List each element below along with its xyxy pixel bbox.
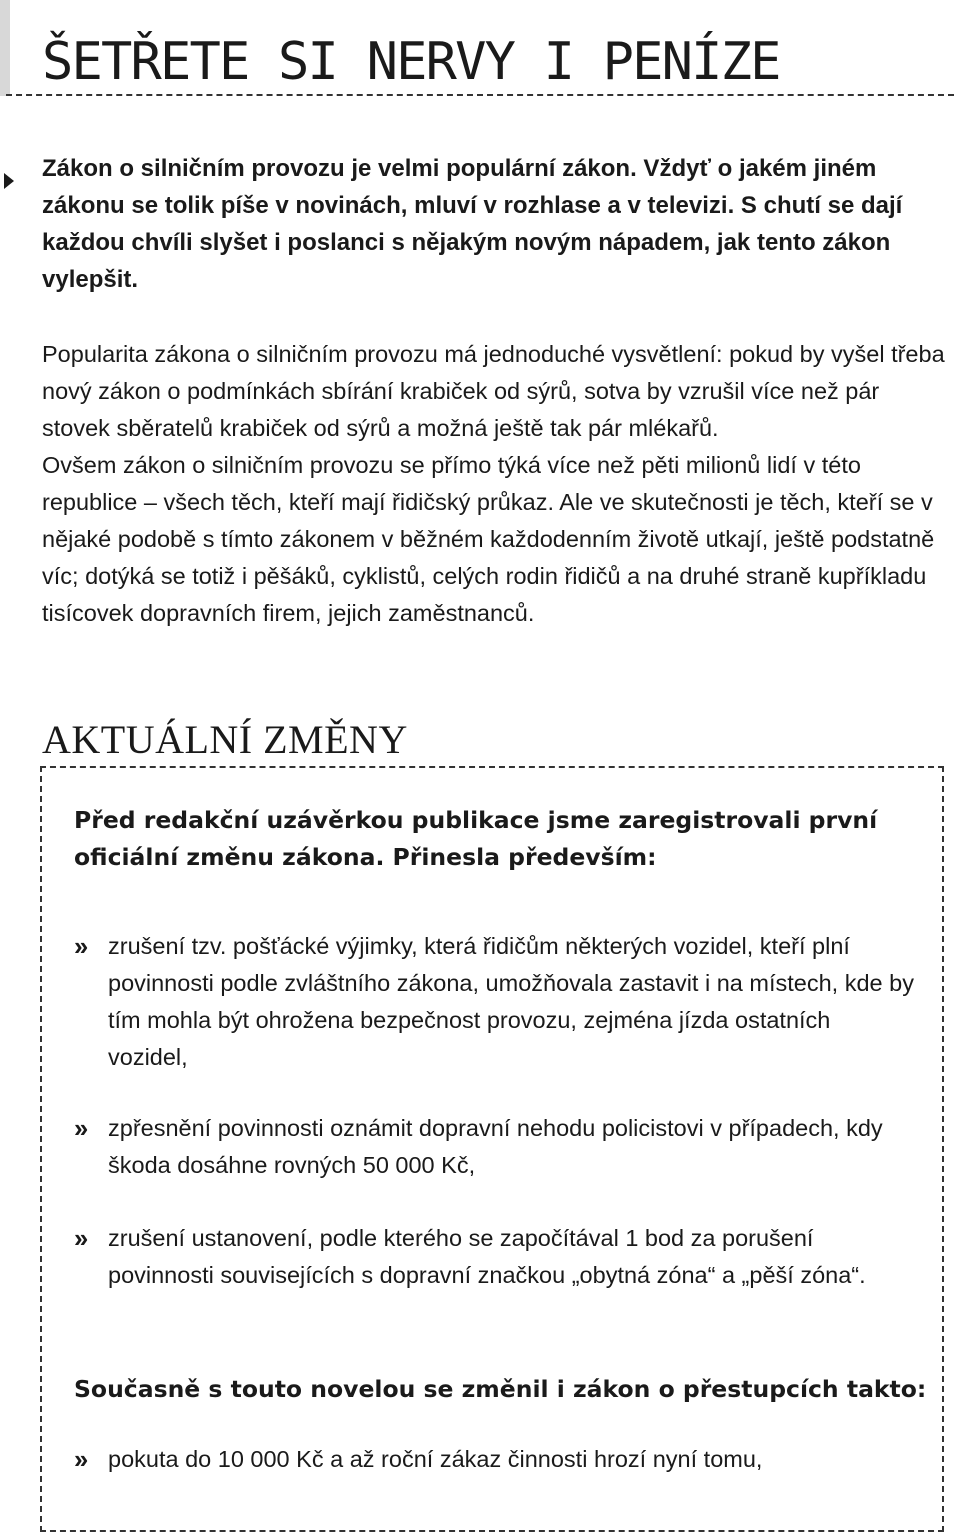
list-item — [74, 1441, 914, 1478]
list-item-text: zrušení tzv. pošťácké výjimky, která řidičům některých vozidel, kteří plní povinnosti podle zvláštního zákona, umožňovala zastavit i na místech, kde by tím mohla být ohrožena bezpečnost provozu, zejména jízda ostatních vozidel, — [108, 933, 914, 1070]
double-chevron-icon: ›› — [74, 1444, 86, 1474]
left-margin-bar — [0, 0, 10, 96]
double-chevron-icon: ›› — [74, 1113, 86, 1143]
box-heading-2: Současně s touto novelou se změnil i zákon o přestupcích takto: — [74, 1375, 927, 1403]
section-title: AKTUÁLNÍ ZMĚNY — [42, 717, 408, 762]
list-item — [74, 928, 914, 1076]
lead-paragraph: Zákon o silničním provozu je velmi populární zákon. Vždyť o jakém jiném zákonu se tolik píše v novinách, mluví v rozhlase a v televizi. S chutí se dají každou chvíli slyšet i poslanci s nějakým novým nápadem, jak tento zákon vylepšit. — [42, 155, 903, 293]
list-item — [74, 1110, 914, 1184]
changes-box — [40, 766, 944, 1532]
list-item-text: zpřesnění povinnosti oznámit dopravní nehodu policistovi v případech, kdy škoda dosáhne rovných 50 000 Kč, — [108, 1115, 883, 1178]
body-paragraph-1: Popularita zákona o silničním provozu má jednoduché vysvětlení: pokud by vyšel třeba nový zákon o podmínkách sbírání krabiček od sýrů, sotva by vzrušil více než pár stovek sběratelů krabiček od sýrů a možná ještě tak pár mlékařů. — [42, 341, 945, 441]
double-chevron-icon: ›› — [74, 931, 86, 961]
list-item-text: zrušení ustanovení, podle kterého se započítával 1 bod za porušení povinnosti souvisejících s dopravní značkou „obytná zóna“ a „pěší zóna“. — [108, 1225, 866, 1288]
lead-triangle-icon — [4, 173, 14, 189]
list-item-text: pokuta do 10 000 Kč a až roční zákaz činnosti hrozí nyní tomu, — [108, 1446, 763, 1472]
body-paragraph-2: Ovšem zákon o silničním provozu se přímo týká více než pěti milionů lidí v této republice – všech těch, kteří mají řidičský průkaz. Ale ve skutečnosti je těch, kteří se v nějaké podobě s tímto zákonem v běžném každodenním životě utkají, ještě podstatně víc; dotýká se totiž i pěšáků, cyklistů, celých rodin řidičů a na druhé straně kupříkladu tisícovek dopravních firem, jejich zaměstnanců. — [42, 452, 935, 626]
body-text — [42, 336, 947, 632]
title-divider — [6, 94, 954, 96]
double-chevron-icon: ›› — [74, 1223, 86, 1253]
page-title: ŠETŘETE SI NERVY I PENÍZE — [42, 32, 780, 92]
box-heading: Před redakční uzávěrkou publikace jsme zaregistrovali první oficiální změnu zákona. Přinesla především: — [74, 806, 878, 871]
list-item — [74, 1220, 914, 1294]
